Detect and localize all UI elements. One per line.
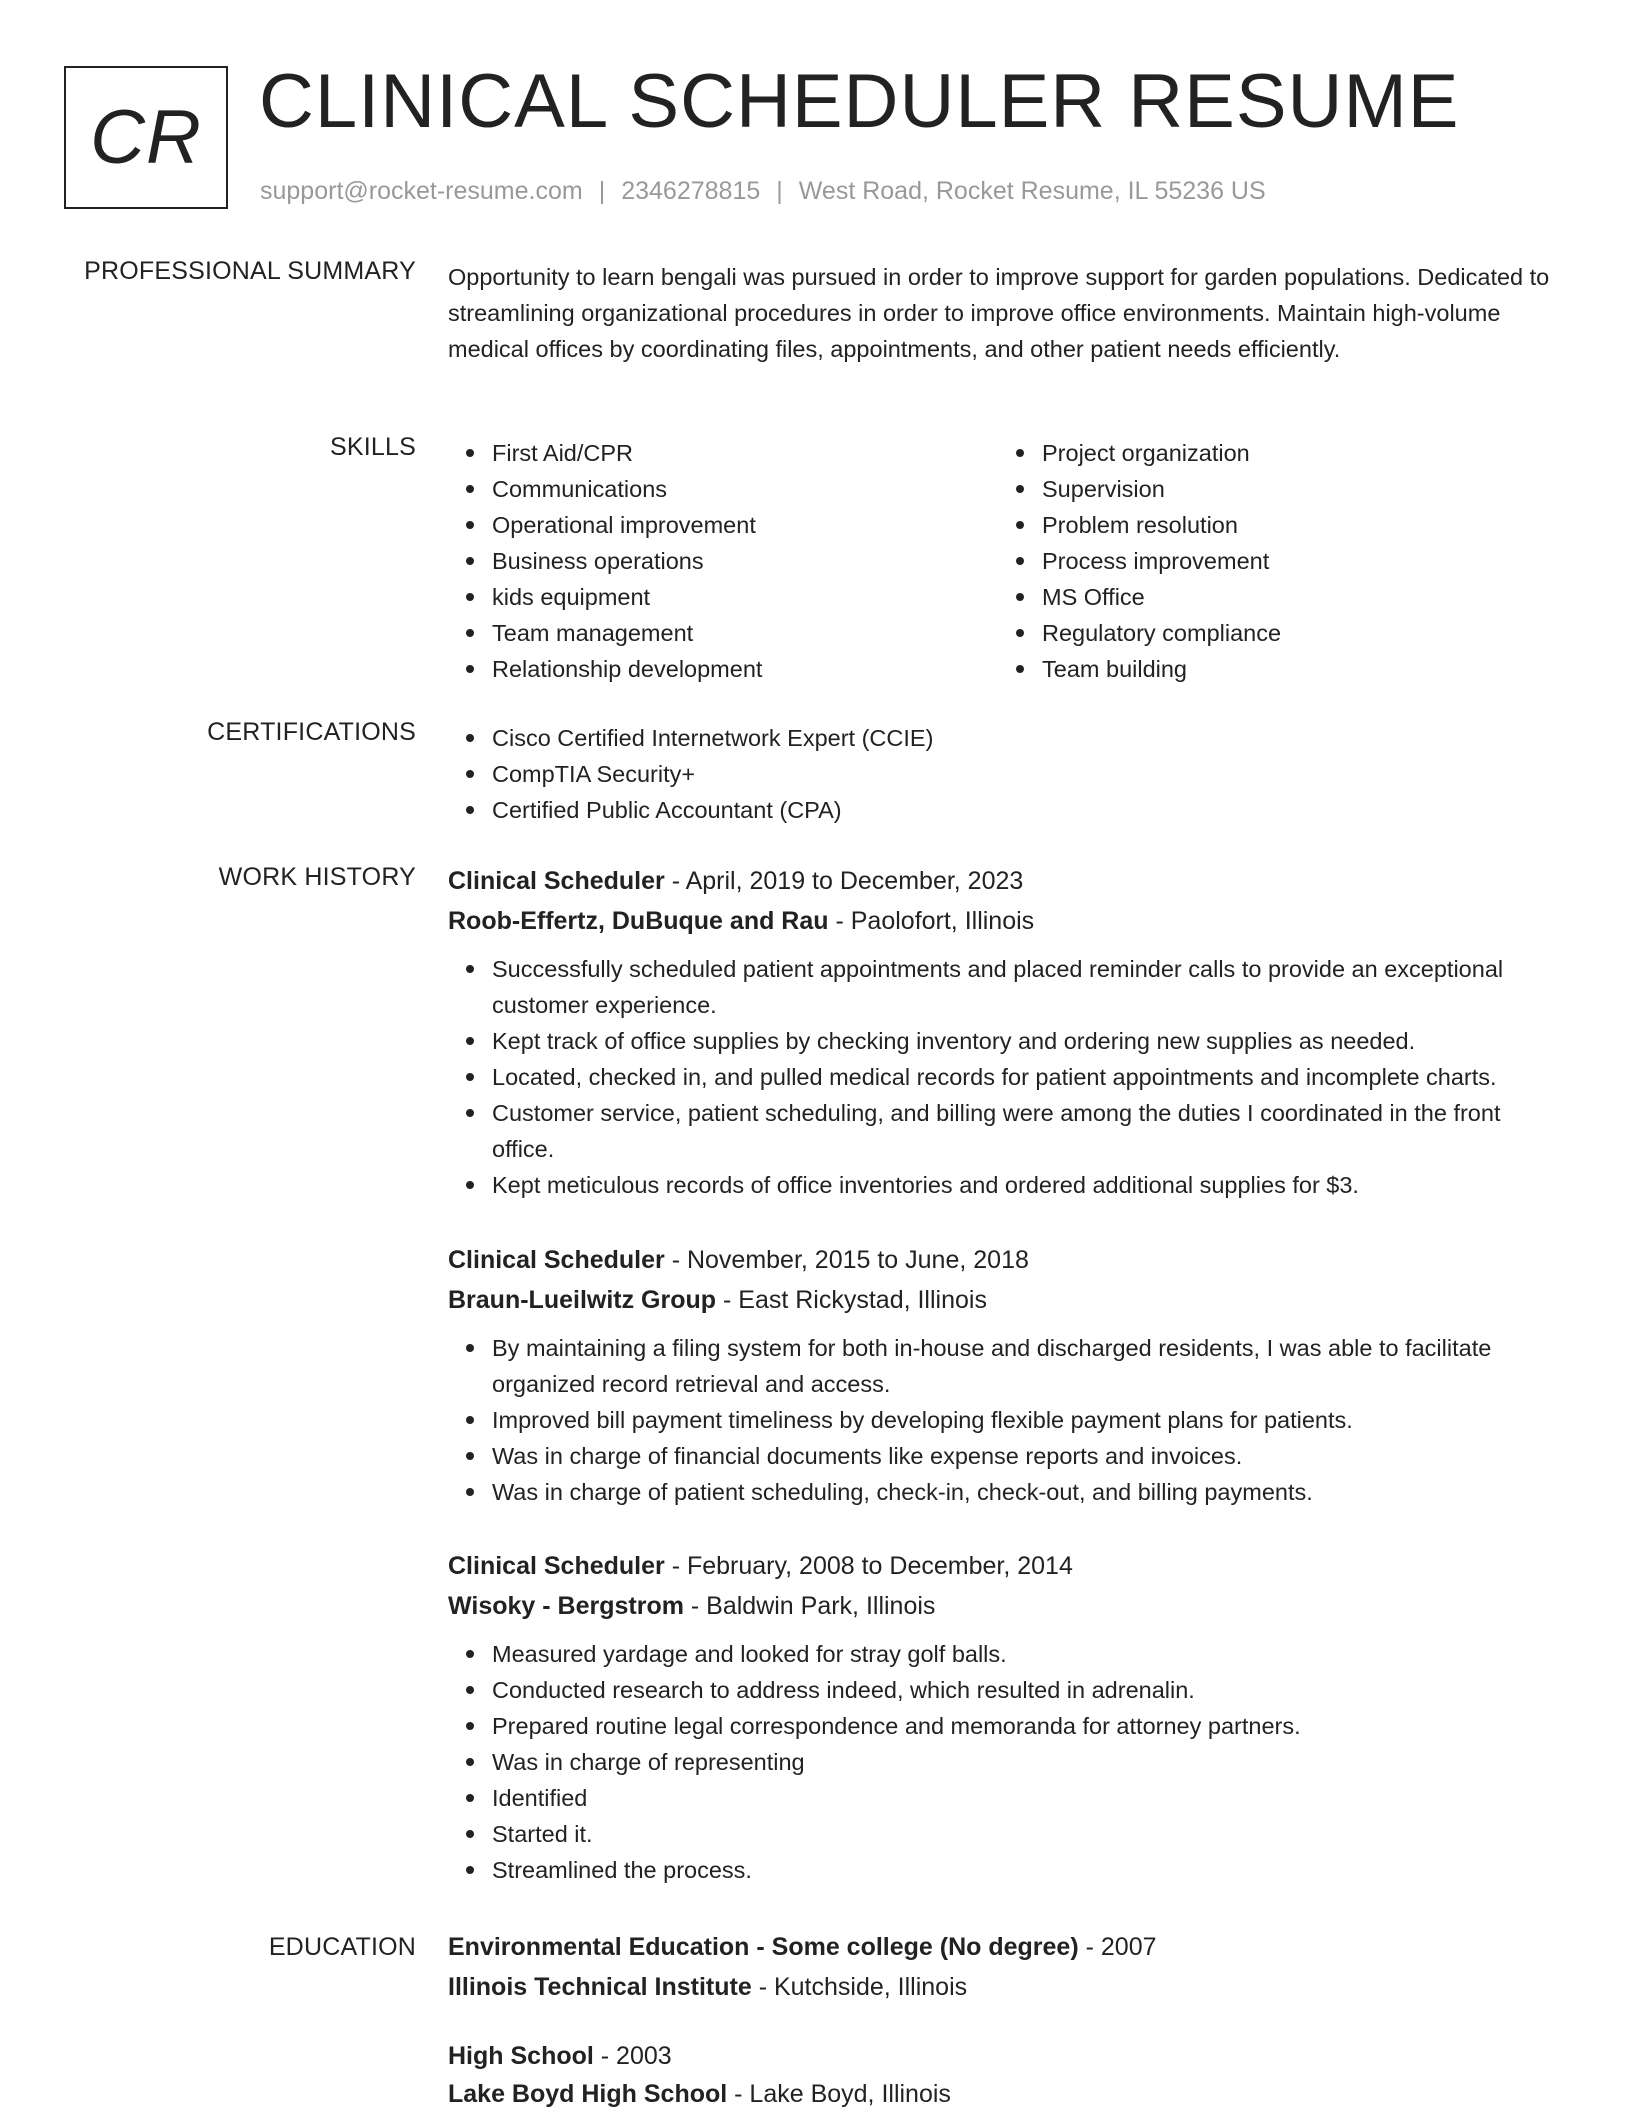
education-year: - 2003 [593,2042,672,2070]
job-role: Clinical Scheduler [448,1552,665,1580]
section-title: CERTIFICATIONS [207,718,416,746]
skill-item: Team management [448,615,998,651]
job-location: - Baldwin Park, Illinois [683,1592,936,1620]
contact-separator: | [776,177,783,205]
skill-item: Problem resolution [998,507,1548,543]
job-company-line [448,901,1568,941]
job-dates: - April, 2019 to December, 2023 [664,867,1024,895]
duty-item: Streamlined the process. [448,1852,1568,1888]
education-school-line [448,1967,1568,2007]
education-school: Illinois Technical Institute [448,1973,752,2001]
skill-item: Team building [998,651,1548,687]
job-duties [448,1330,1568,1510]
education-entry [448,1927,1568,2007]
skills-list-right [998,435,1548,687]
skill-item: MS Office [998,579,1548,615]
education-degree-line [448,2036,1568,2076]
job-duties [448,1636,1568,1888]
skill-item: Process improvement [998,543,1548,579]
job-role: Clinical Scheduler [448,867,665,895]
skill-item: Communications [448,471,998,507]
job-company: Roob-Effertz, DuBuque and Rau [448,907,829,935]
job-location: - East Rickystad, Illinois [716,1286,987,1314]
skill-item: Supervision [998,471,1548,507]
job-dates: - November, 2015 to June, 2018 [664,1246,1029,1274]
duty-item: Was in charge of patient scheduling, check-in, check-out, and billing payments. [448,1474,1568,1510]
job-role: Clinical Scheduler [448,1246,665,1274]
skills-list-left [448,435,998,687]
education-degree: High School [448,2042,594,2070]
duty-item: Prepared routine legal correspondence and memoranda for attorney partners. [448,1708,1568,1744]
section-title: PROFESSIONAL SUMMARY [84,257,416,285]
certification-item: Cisco Certified Internetwork Expert (CCIE) [448,720,1568,756]
education-school-line [448,2076,1568,2112]
job-title-line [448,861,1568,901]
education-school: Lake Boyd High School [448,2080,728,2108]
job-company-line [448,1280,1568,1320]
contact-separator: | [598,177,606,205]
job-location: - Paolofort, Illinois [828,907,1035,935]
duty-item: Improved bill payment timeliness by developing flexible payment plans for patients. [448,1402,1568,1438]
skill-item: Regulatory compliance [998,615,1548,651]
contact-line [260,176,1266,206]
education-degree: Environmental Education - Some college (No degree) [448,1933,1079,1961]
job-entry [448,1546,1568,1888]
job-title-line [448,1546,1568,1586]
duty-item: Located, checked in, and pulled medical records for patient appointments and incomplete charts. [448,1059,1568,1095]
skill-item: Project organization [998,435,1548,471]
summary-text: Opportunity to learn bengali was pursued in order to improve support for garden populations. Dedicated to streamlining organizational procedures in order to improve office environments. Maintain high-volume medical offices by coordinating files, appointments, and other patient needs efficiently. [448,264,1550,362]
resume-title: CLINICAL SCHEDULER RESUME [259,59,1460,144]
skill-item: kids equipment [448,579,998,615]
duty-item: Kept meticulous records of office inventories and ordered additional supplies for $3. [448,1167,1568,1203]
education-degree-line [448,1927,1568,1967]
skill-item: Operational improvement [448,507,998,543]
section-title: WORK HISTORY [218,863,416,891]
certification-item: Certified Public Accountant (CPA) [448,792,1568,828]
job-duties [448,951,1568,1203]
job-company-line [448,1586,1568,1626]
job-entry [448,1240,1568,1510]
contact-phone[interactable]: 2346278815 [621,177,761,205]
job-company: Wisoky - Bergstrom [448,1592,684,1620]
monogram-initials: CR [90,95,202,180]
duty-item: Was in charge of financial documents like expense reports and invoices. [448,1438,1568,1474]
certification-item: CompTIA Security+ [448,756,1568,792]
job-dates: - February, 2008 to December, 2014 [664,1552,1073,1580]
education-location: - Lake Boyd, Illinois [727,2080,951,2108]
certifications-list [448,720,1568,828]
duty-item: Measured yardage and looked for stray golf balls. [448,1636,1568,1672]
skill-item: Relationship development [448,651,998,687]
education-entry [448,2036,1568,2112]
duty-item: Was in charge of representing [448,1744,1568,1780]
monogram-box [64,66,228,209]
education-location: - Kutchside, Illinois [751,1973,968,2001]
section-title: SKILLS [330,433,416,461]
contact-email[interactable]: support@rocket-resume.com [260,177,583,205]
duty-item: Started it. [448,1816,1568,1852]
skill-item: Business operations [448,543,998,579]
job-entry [448,861,1568,1203]
duty-item: Conducted research to address indeed, which resulted in adrenalin. [448,1672,1568,1708]
skill-item: First Aid/CPR [448,435,998,471]
job-company: Braun-Lueilwitz Group [448,1286,717,1314]
duty-item: By maintaining a filing system for both in-house and discharged residents, I was able to facilitate organized record retrieval and access. [448,1330,1568,1402]
education-year: - 2007 [1078,1933,1157,1961]
duty-item: Customer service, patient scheduling, and billing were among the duties I coordinated in the front office. [448,1095,1568,1167]
job-title-line [448,1240,1568,1280]
section-title: EDUCATION [268,1933,416,1961]
duty-item: Kept track of office supplies by checking inventory and ordering new supplies as needed. [448,1023,1568,1059]
duty-item: Identified [448,1780,1568,1816]
duty-item: Successfully scheduled patient appointments and placed reminder calls to provide an exceptional customer experience. [448,951,1568,1023]
contact-address: West Road, Rocket Resume, IL 55236 US [798,177,1266,205]
